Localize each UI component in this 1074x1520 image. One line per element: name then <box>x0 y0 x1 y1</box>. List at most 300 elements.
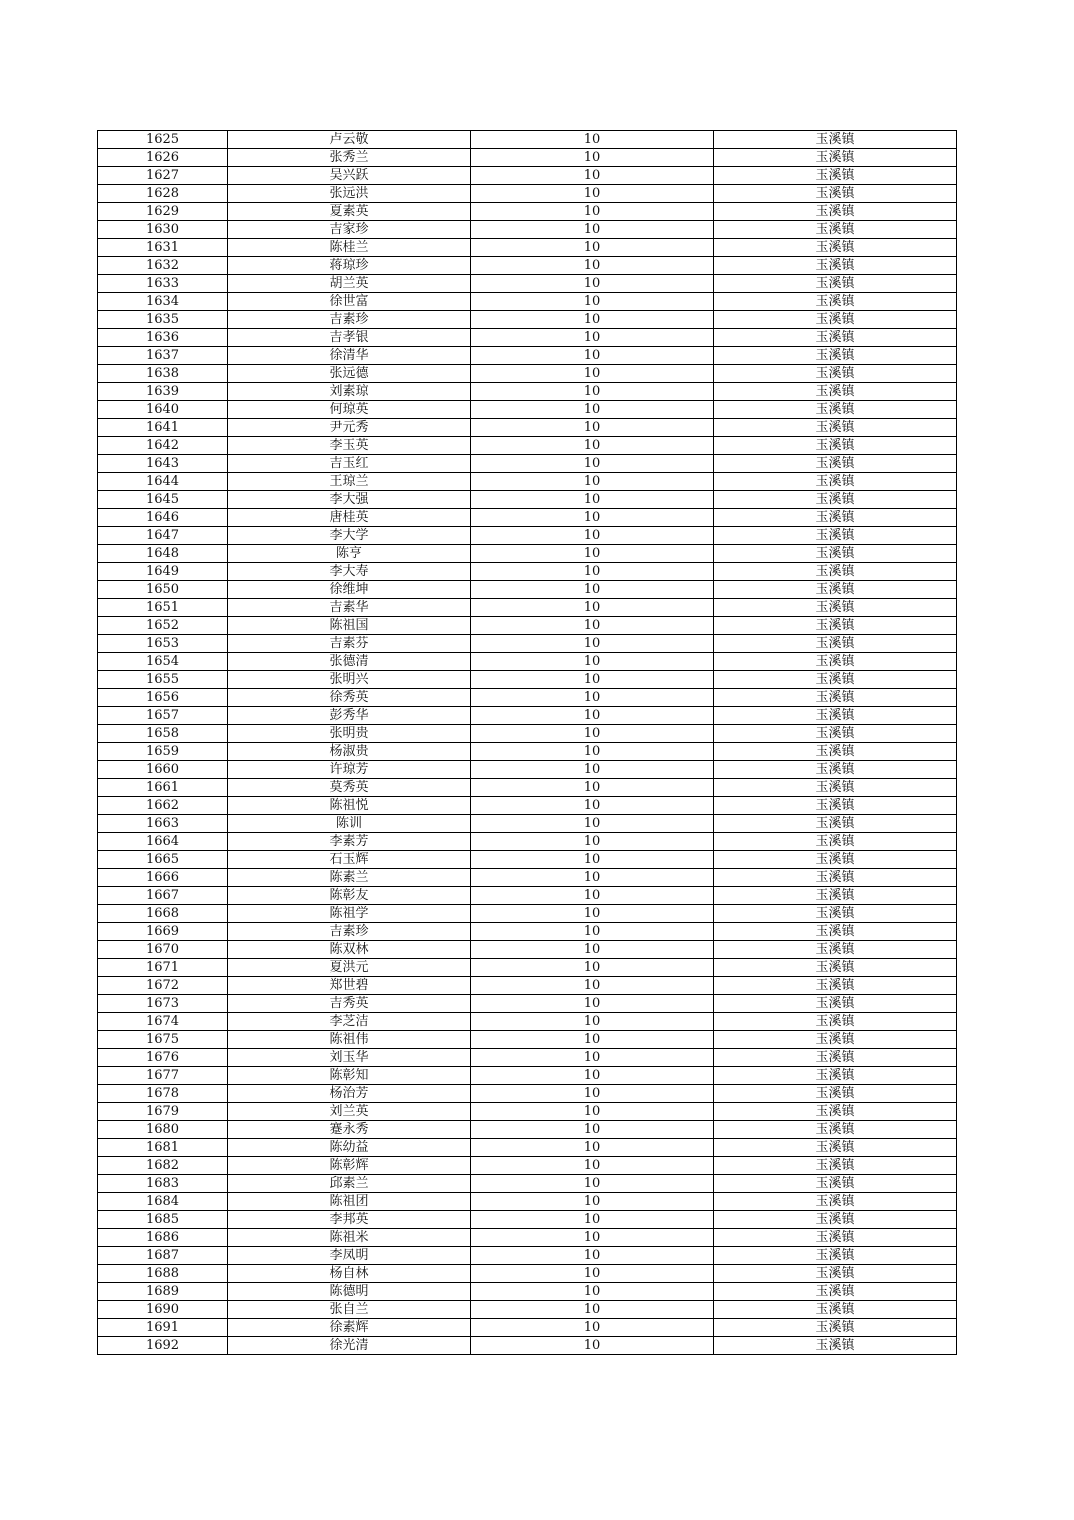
town-cell: 玉溪镇 <box>714 905 957 923</box>
amount-cell: 10 <box>471 851 714 869</box>
amount-cell: 10 <box>471 743 714 761</box>
name-cell: 李邦英 <box>228 1211 471 1229</box>
table-row <box>98 1013 957 1031</box>
name-cell: 吉素珍 <box>228 311 471 329</box>
name-cell: 吉素芬 <box>228 635 471 653</box>
row-number-cell: 1642 <box>98 437 228 455</box>
row-number-cell: 1626 <box>98 149 228 167</box>
name-cell: 陈德明 <box>228 1283 471 1301</box>
name-cell: 石玉辉 <box>228 851 471 869</box>
table-row <box>98 203 957 221</box>
row-number-cell: 1639 <box>98 383 228 401</box>
town-cell: 玉溪镇 <box>714 923 957 941</box>
amount-cell: 10 <box>471 401 714 419</box>
row-number-cell: 1647 <box>98 527 228 545</box>
row-number-cell: 1672 <box>98 977 228 995</box>
name-cell: 李大学 <box>228 527 471 545</box>
row-number-cell: 1669 <box>98 923 228 941</box>
amount-cell: 10 <box>471 995 714 1013</box>
town-cell: 玉溪镇 <box>714 1247 957 1265</box>
name-cell: 张明贵 <box>228 725 471 743</box>
town-cell: 玉溪镇 <box>714 1031 957 1049</box>
name-cell: 郑世碧 <box>228 977 471 995</box>
town-cell: 玉溪镇 <box>714 1229 957 1247</box>
town-cell: 玉溪镇 <box>714 959 957 977</box>
row-number-cell: 1689 <box>98 1283 228 1301</box>
table-row <box>98 1211 957 1229</box>
row-number-cell: 1655 <box>98 671 228 689</box>
table-row <box>98 221 957 239</box>
row-number-cell: 1683 <box>98 1175 228 1193</box>
name-cell: 吉素华 <box>228 599 471 617</box>
town-cell: 玉溪镇 <box>714 221 957 239</box>
row-number-cell: 1674 <box>98 1013 228 1031</box>
town-cell: 玉溪镇 <box>714 581 957 599</box>
amount-cell: 10 <box>471 365 714 383</box>
table-row <box>98 527 957 545</box>
amount-cell: 10 <box>471 599 714 617</box>
table-row <box>98 311 957 329</box>
amount-cell: 10 <box>471 653 714 671</box>
table-row <box>98 707 957 725</box>
name-cell: 陈亨 <box>228 545 471 563</box>
row-number-cell: 1692 <box>98 1337 228 1355</box>
table-row <box>98 617 957 635</box>
name-cell: 刘素琼 <box>228 383 471 401</box>
amount-cell: 10 <box>471 509 714 527</box>
row-number-cell: 1636 <box>98 329 228 347</box>
table-row <box>98 275 957 293</box>
amount-cell: 10 <box>471 1175 714 1193</box>
table-row <box>98 437 957 455</box>
town-cell: 玉溪镇 <box>714 725 957 743</box>
name-cell: 徐世富 <box>228 293 471 311</box>
amount-cell: 10 <box>471 1139 714 1157</box>
amount-cell: 10 <box>471 959 714 977</box>
row-number-cell: 1680 <box>98 1121 228 1139</box>
table-row <box>98 131 957 149</box>
table-row <box>98 815 957 833</box>
table-row <box>98 329 957 347</box>
name-cell: 张自兰 <box>228 1301 471 1319</box>
town-cell: 玉溪镇 <box>714 527 957 545</box>
amount-cell: 10 <box>471 1301 714 1319</box>
town-cell: 玉溪镇 <box>714 329 957 347</box>
amount-cell: 10 <box>471 671 714 689</box>
amount-cell: 10 <box>471 617 714 635</box>
name-cell: 何琼英 <box>228 401 471 419</box>
name-cell: 李凤明 <box>228 1247 471 1265</box>
amount-cell: 10 <box>471 941 714 959</box>
town-cell: 玉溪镇 <box>714 1193 957 1211</box>
name-cell: 陈祖团 <box>228 1193 471 1211</box>
row-number-cell: 1657 <box>98 707 228 725</box>
table-row <box>98 671 957 689</box>
amount-cell: 10 <box>471 797 714 815</box>
table-row <box>98 959 957 977</box>
table-row <box>98 1265 957 1283</box>
name-cell: 尹元秀 <box>228 419 471 437</box>
town-cell: 玉溪镇 <box>714 1085 957 1103</box>
row-number-cell: 1625 <box>145 132 180 147</box>
row-number-cell: 1637 <box>98 347 228 365</box>
table-row <box>98 635 957 653</box>
amount-cell: 10 <box>471 257 714 275</box>
row-number-cell: 1679 <box>98 1103 228 1121</box>
row-number-cell: 1629 <box>98 203 228 221</box>
table-row <box>98 149 957 167</box>
table-row <box>98 689 957 707</box>
amount-cell: 10 <box>471 419 714 437</box>
row-number-cell: 1651 <box>98 599 228 617</box>
row-number-cell: 1677 <box>98 1067 228 1085</box>
row-number-cell: 1643 <box>98 455 228 473</box>
amount-cell: 10 <box>471 581 714 599</box>
amount-cell: 10 <box>471 149 714 167</box>
name-cell: 彭秀华 <box>228 707 471 725</box>
amount-cell: 10 <box>471 815 714 833</box>
table-row <box>98 1301 957 1319</box>
table-row <box>98 887 957 905</box>
table-row <box>98 851 957 869</box>
row-number-cell: 1682 <box>98 1157 228 1175</box>
town-cell: 玉溪镇 <box>714 401 957 419</box>
name-cell: 刘兰英 <box>228 1103 471 1121</box>
town-cell: 玉溪镇 <box>714 131 957 149</box>
name-cell: 胡兰英 <box>228 275 471 293</box>
amount-cell: 10 <box>471 1283 714 1301</box>
name-cell: 陈祖悦 <box>228 797 471 815</box>
table-row <box>98 365 957 383</box>
amount-cell: 10 <box>471 311 714 329</box>
name-cell: 卢云敬 <box>228 131 471 149</box>
amount-cell: 10 <box>471 473 714 491</box>
amount-cell: 10 <box>471 905 714 923</box>
name-cell: 徐清华 <box>228 347 471 365</box>
town-cell: 玉溪镇 <box>714 743 957 761</box>
amount-cell: 10 <box>471 1157 714 1175</box>
row-number-cell: 1640 <box>98 401 228 419</box>
town-cell: 玉溪镇 <box>714 815 957 833</box>
town-cell: 玉溪镇 <box>714 1175 957 1193</box>
amount-cell: 10 <box>471 167 714 185</box>
row-number-cell: 1690 <box>98 1301 228 1319</box>
amount-cell: 10 <box>471 761 714 779</box>
name-cell: 徐秀英 <box>228 689 471 707</box>
town-cell: 玉溪镇 <box>714 1157 957 1175</box>
row-number-cell: 1634 <box>98 293 228 311</box>
row-number-cell: 1681 <box>98 1139 228 1157</box>
town-cell: 玉溪镇 <box>714 653 957 671</box>
table-row <box>98 743 957 761</box>
table-row <box>98 167 957 185</box>
table-row <box>98 347 957 365</box>
table-row <box>98 779 957 797</box>
amount-cell: 10 <box>471 131 714 149</box>
amount-cell: 10 <box>471 707 714 725</box>
town-cell: 玉溪镇 <box>714 689 957 707</box>
row-number-cell: 1686 <box>98 1229 228 1247</box>
table-row <box>98 1319 957 1337</box>
name-cell: 吴兴跃 <box>228 167 471 185</box>
name-cell: 张远德 <box>228 365 471 383</box>
table-row <box>98 1031 957 1049</box>
name-cell: 杨淑贵 <box>228 743 471 761</box>
name-cell: 陈祖学 <box>228 905 471 923</box>
row-number-cell: 1652 <box>98 617 228 635</box>
amount-cell: 10 <box>471 239 714 257</box>
table-row <box>98 509 957 527</box>
amount-cell: 10 <box>471 977 714 995</box>
amount-cell: 10 <box>471 1049 714 1067</box>
row-number-cell: 1684 <box>98 1193 228 1211</box>
row-number-cell: 1628 <box>98 185 228 203</box>
name-cell: 夏素英 <box>228 203 471 221</box>
town-cell: 玉溪镇 <box>714 149 957 167</box>
row-number-cell: 1666 <box>98 869 228 887</box>
town-cell: 玉溪镇 <box>714 995 957 1013</box>
table-row <box>98 941 957 959</box>
table-row <box>98 995 957 1013</box>
amount-cell: 10 <box>471 1067 714 1085</box>
town-cell: 玉溪镇 <box>714 1301 957 1319</box>
name-cell: 陈桂兰 <box>228 239 471 257</box>
amount-cell: 10 <box>471 725 714 743</box>
name-cell: 张明兴 <box>228 671 471 689</box>
town-cell: 玉溪镇 <box>714 563 957 581</box>
amount-cell: 10 <box>471 1265 714 1283</box>
name-cell: 陈祖国 <box>228 617 471 635</box>
row-number-cell: 1688 <box>98 1265 228 1283</box>
town-cell: 玉溪镇 <box>714 275 957 293</box>
amount-cell: 10 <box>471 437 714 455</box>
table-row <box>98 1049 957 1067</box>
table-row <box>98 1193 957 1211</box>
town-cell: 玉溪镇 <box>714 761 957 779</box>
table-row <box>98 1121 957 1139</box>
name-cell: 陈祖米 <box>228 1229 471 1247</box>
amount-cell: 10 <box>471 293 714 311</box>
table-row <box>98 1337 957 1355</box>
town-cell: 玉溪镇 <box>714 365 957 383</box>
table-row <box>98 1175 957 1193</box>
table-row <box>98 1283 957 1301</box>
amount-cell: 10 <box>471 887 714 905</box>
amount-cell: 10 <box>471 275 714 293</box>
amount-cell: 10 <box>471 203 714 221</box>
table-row <box>98 1067 957 1085</box>
table-row <box>98 653 957 671</box>
name-cell: 徐维坤 <box>228 581 471 599</box>
row-number-cell: 1678 <box>98 1085 228 1103</box>
town-cell: 玉溪镇 <box>714 257 957 275</box>
roster-table-body <box>98 131 957 1355</box>
name-cell: 陈彰辉 <box>228 1157 471 1175</box>
name-cell: 陈彰知 <box>228 1067 471 1085</box>
town-cell: 玉溪镇 <box>714 473 957 491</box>
row-number-cell: 1664 <box>98 833 228 851</box>
amount-cell: 10 <box>471 635 714 653</box>
name-cell: 邱素兰 <box>228 1175 471 1193</box>
row-number-cell: 1650 <box>98 581 228 599</box>
name-cell: 张德清 <box>228 653 471 671</box>
name-cell: 吉玉红 <box>228 455 471 473</box>
town-cell: 玉溪镇 <box>714 491 957 509</box>
amount-cell: 10 <box>471 869 714 887</box>
row-number-cell: 1630 <box>98 221 228 239</box>
town-cell: 玉溪镇 <box>714 311 957 329</box>
town-cell: 玉溪镇 <box>714 1067 957 1085</box>
amount-cell: 10 <box>471 689 714 707</box>
row-number-cell: 1627 <box>98 167 228 185</box>
row-number-cell: 1660 <box>98 761 228 779</box>
table-row <box>98 383 957 401</box>
row-number-cell: 1658 <box>98 725 228 743</box>
table-row <box>98 725 957 743</box>
name-cell: 李大寿 <box>228 563 471 581</box>
town-cell: 玉溪镇 <box>714 437 957 455</box>
row-number-cell: 1661 <box>98 779 228 797</box>
town-cell: 玉溪镇 <box>714 671 957 689</box>
town-cell: 玉溪镇 <box>714 1265 957 1283</box>
name-cell: 陈训 <box>228 815 471 833</box>
town-cell: 玉溪镇 <box>714 1319 957 1337</box>
table-row <box>98 545 957 563</box>
amount-cell: 10 <box>471 923 714 941</box>
town-cell: 玉溪镇 <box>714 941 957 959</box>
town-cell: 玉溪镇 <box>714 1139 957 1157</box>
amount-cell: 10 <box>471 1121 714 1139</box>
table-row <box>98 761 957 779</box>
table-row <box>98 581 957 599</box>
table-row <box>98 563 957 581</box>
town-cell: 玉溪镇 <box>714 509 957 527</box>
town-cell: 玉溪镇 <box>714 977 957 995</box>
row-number-cell: 1676 <box>98 1049 228 1067</box>
row-number-cell: 1687 <box>98 1247 228 1265</box>
row-number-cell: 1649 <box>98 563 228 581</box>
amount-cell: 10 <box>471 1229 714 1247</box>
row-number-cell: 1646 <box>98 509 228 527</box>
table-row <box>98 833 957 851</box>
row-number-cell: 1632 <box>98 257 228 275</box>
row-number-cell: 1656 <box>98 689 228 707</box>
row-number-cell: 1654 <box>98 653 228 671</box>
row-number-cell: 1648 <box>98 545 228 563</box>
town-cell: 玉溪镇 <box>714 455 957 473</box>
name-cell: 杨治芳 <box>228 1085 471 1103</box>
name-cell: 吉家珍 <box>228 221 471 239</box>
town-cell: 玉溪镇 <box>714 833 957 851</box>
town-cell: 玉溪镇 <box>714 203 957 221</box>
row-number-cell: 1659 <box>98 743 228 761</box>
table-row <box>98 239 957 257</box>
name-cell: 陈幼益 <box>228 1139 471 1157</box>
name-cell: 陈彰友 <box>228 887 471 905</box>
amount-cell: 10 <box>471 1247 714 1265</box>
table-row <box>98 599 957 617</box>
table-row <box>98 293 957 311</box>
row-number-cell: 1671 <box>98 959 228 977</box>
name-cell: 李玉英 <box>228 437 471 455</box>
row-number-cell: 1668 <box>98 905 228 923</box>
name-cell: 张远洪 <box>228 185 471 203</box>
name-cell: 王琼兰 <box>228 473 471 491</box>
table-row <box>98 1139 957 1157</box>
table-row <box>98 1103 957 1121</box>
amount-cell: 10 <box>471 779 714 797</box>
row-number-cell: 1635 <box>98 311 228 329</box>
row-number-cell: 1653 <box>98 635 228 653</box>
town-cell: 玉溪镇 <box>714 1013 957 1031</box>
town-cell: 玉溪镇 <box>714 293 957 311</box>
name-cell: 夏洪元 <box>228 959 471 977</box>
row-number-cell: 1662 <box>98 797 228 815</box>
row-number-cell: 1644 <box>98 473 228 491</box>
table-row <box>98 455 957 473</box>
town-cell: 玉溪镇 <box>714 635 957 653</box>
amount-cell: 10 <box>471 1085 714 1103</box>
name-cell: 蹇永秀 <box>228 1121 471 1139</box>
name-cell: 吉素珍 <box>228 923 471 941</box>
name-cell: 陈素兰 <box>228 869 471 887</box>
name-cell: 李素芳 <box>228 833 471 851</box>
town-cell: 玉溪镇 <box>714 1103 957 1121</box>
town-cell: 玉溪镇 <box>714 545 957 563</box>
town-cell: 玉溪镇 <box>714 851 957 869</box>
town-cell: 玉溪镇 <box>714 1121 957 1139</box>
table-row <box>98 977 957 995</box>
amount-cell: 10 <box>471 185 714 203</box>
amount-cell: 10 <box>471 545 714 563</box>
town-cell: 玉溪镇 <box>714 419 957 437</box>
name-cell: 徐光清 <box>228 1337 471 1355</box>
row-number-cell: 1667 <box>98 887 228 905</box>
name-cell: 蒋琼珍 <box>228 257 471 275</box>
amount-cell: 10 <box>471 1211 714 1229</box>
table-row <box>98 1157 957 1175</box>
table-row <box>98 797 957 815</box>
row-number-cell: 1675 <box>98 1031 228 1049</box>
row-number-cell: 1691 <box>98 1319 228 1337</box>
name-cell: 张秀兰 <box>228 149 471 167</box>
town-cell: 玉溪镇 <box>714 869 957 887</box>
town-cell: 玉溪镇 <box>714 887 957 905</box>
row-number-cell: 1685 <box>98 1211 228 1229</box>
town-cell: 玉溪镇 <box>714 617 957 635</box>
name-cell: 陈双林 <box>228 941 471 959</box>
town-cell: 玉溪镇 <box>714 779 957 797</box>
town-cell: 玉溪镇 <box>714 797 957 815</box>
amount-cell: 10 <box>471 221 714 239</box>
town-cell: 玉溪镇 <box>714 239 957 257</box>
amount-cell: 10 <box>471 491 714 509</box>
amount-cell: 10 <box>471 563 714 581</box>
town-cell: 玉溪镇 <box>714 167 957 185</box>
amount-cell: 10 <box>471 1103 714 1121</box>
table-row <box>98 257 957 275</box>
row-number-cell: 1631 <box>98 239 228 257</box>
amount-cell: 10 <box>471 347 714 365</box>
table-row <box>98 491 957 509</box>
table-row <box>98 419 957 437</box>
name-cell: 莫秀英 <box>228 779 471 797</box>
roster-table <box>97 130 957 1355</box>
row-number-cell: 1673 <box>98 995 228 1013</box>
table-row <box>98 401 957 419</box>
amount-cell: 10 <box>471 1031 714 1049</box>
amount-cell: 10 <box>471 1337 714 1355</box>
